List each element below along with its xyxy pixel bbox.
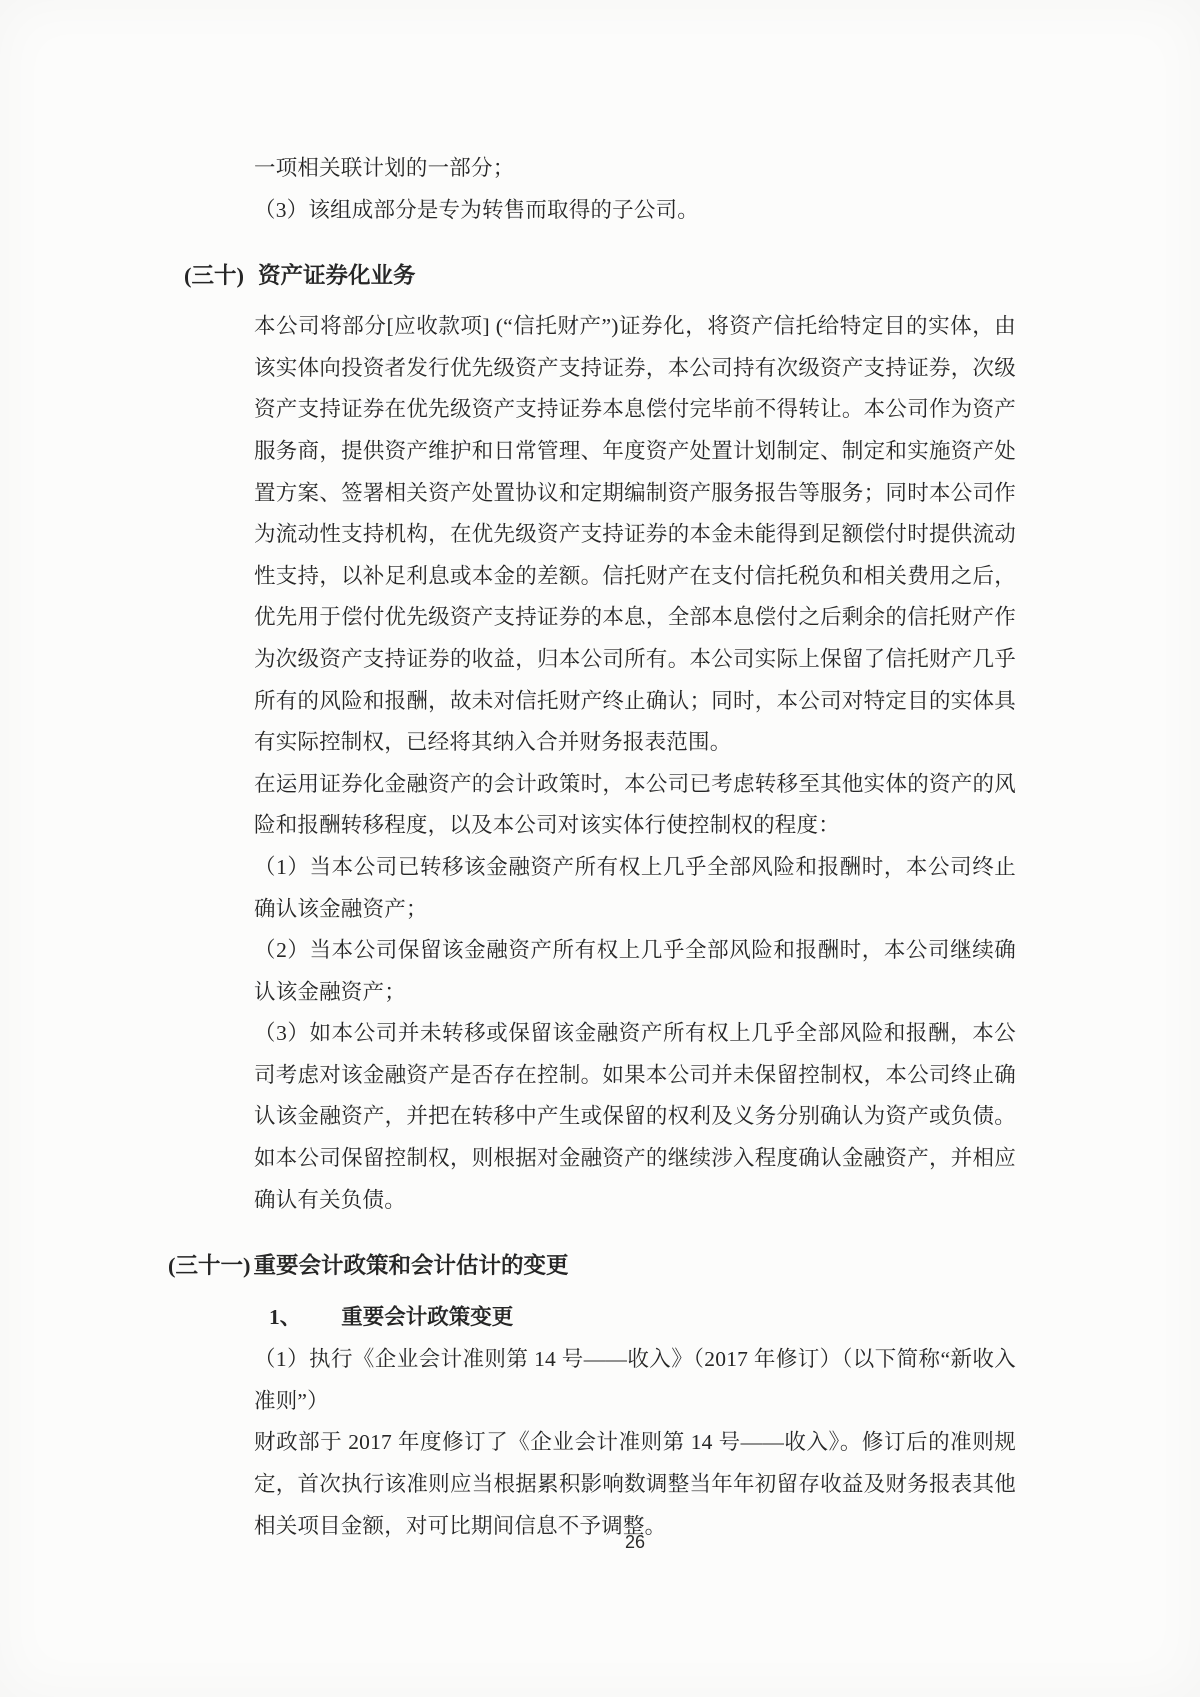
section-31-heading [168,1245,1016,1287]
subsection-1-paragraph-1: （1）执行《企业会计准则第 14 号——收入》（2017 年修订）（以下简称“新收入准则”） [254,1347,1016,1413]
subsection-1-title: 重要会计政策变更 [341,1305,514,1330]
section-30-paragraph-1: 本公司将部分[应收款项] (“信托财产”)证券化，将资产信托给特定目的实体，由该实体向投资者发行优先级资产支持证券，本公司持有次级资产支持证券，次级资产支持证券在优先级资产支持证券本息偿付完毕前不得转让。本公司作为资产服务商，提供资产维护和日常管理、年度资产处置计划制定、制定和实施资产处置方案、签署相关资产处置协议和定期编制资产服务报告等服务；同时本公司作为流动性支持机构，在优先级资产支持证券的本金未能得到足额偿付时提供流动性支持，以补足利息或本金的差额。信托财产在支付信托税负和相关费用之后，优先用于偿付优先级资产支持证券的本息，全部本息偿付之后剩余的信托财产作为次级资产支持证券的收益，归本公司所有。本公司实际上保留了信托财产几乎所有的风险和报酬，故未对信托财产终止确认；同时，本公司对特定目的实体具有实际控制权，已经将其纳入合并财务报表范围。 [254,314,1016,755]
section-30-list-item-3: （3）如本公司并未转移或保留该金融资产所有权上几乎全部风险和报酬，本公司考虑对该金融资产是否存在控制。如果本公司并未保留控制权，本公司终止确认该金融资产，并把在转移中产生或保留的权利及义务分别确认为资产或负债。如本公司保留控制权，则根据对金融资产的继续涉入程度确认金融资产，并相应确认有关负债。 [254,1021,1016,1212]
section-30-list-item-2: （2）当本公司保留该金融资产所有权上几乎全部风险和报酬时，本公司继续确认该金融资产； [254,938,1016,1004]
section-31-title: 重要会计政策和会计估计的变更 [253,1253,569,1279]
page-footer [254,1532,1016,1553]
page-number: 26 [624,1532,646,1552]
subsection-1-paragraph-2: 财政部于 2017 年度修订了《企业会计准则第 14 号——收入》。修订后的准则规定，首次执行该准则应当根据累积影响数调整当年年初留存收益及财务报表其他相关项目金额，对可比期间信息不予调整。 [254,1430,1016,1538]
section-31-number: (三十一) [168,1253,251,1279]
subsection-1-heading [269,1296,1016,1338]
page-content [168,148,1016,1547]
section-30-heading [184,255,1016,297]
section-30-title: 资产证券化业务 [258,263,416,289]
section-30-paragraph-2: 在运用证券化金融资产的会计政策时，本公司已考虑转移至其他实体的资产的风险和报酬转移程度，以及本公司对该实体行使控制权的程度： [254,771,1016,838]
carryover-list-item-3: （3）该组成部分是专为转售而取得的子公司。 [254,197,699,222]
section-30-list-item-1: （1）当本公司已转移该金融资产所有权上几乎全部风险和报酬时，本公司终止确认该金融资产； [254,854,1016,921]
section-30-number: (三十) [184,263,244,289]
carryover-text-line: 一项相关联计划的一部分； [254,156,515,180]
subsection-1-number: 1、 [269,1305,302,1330]
